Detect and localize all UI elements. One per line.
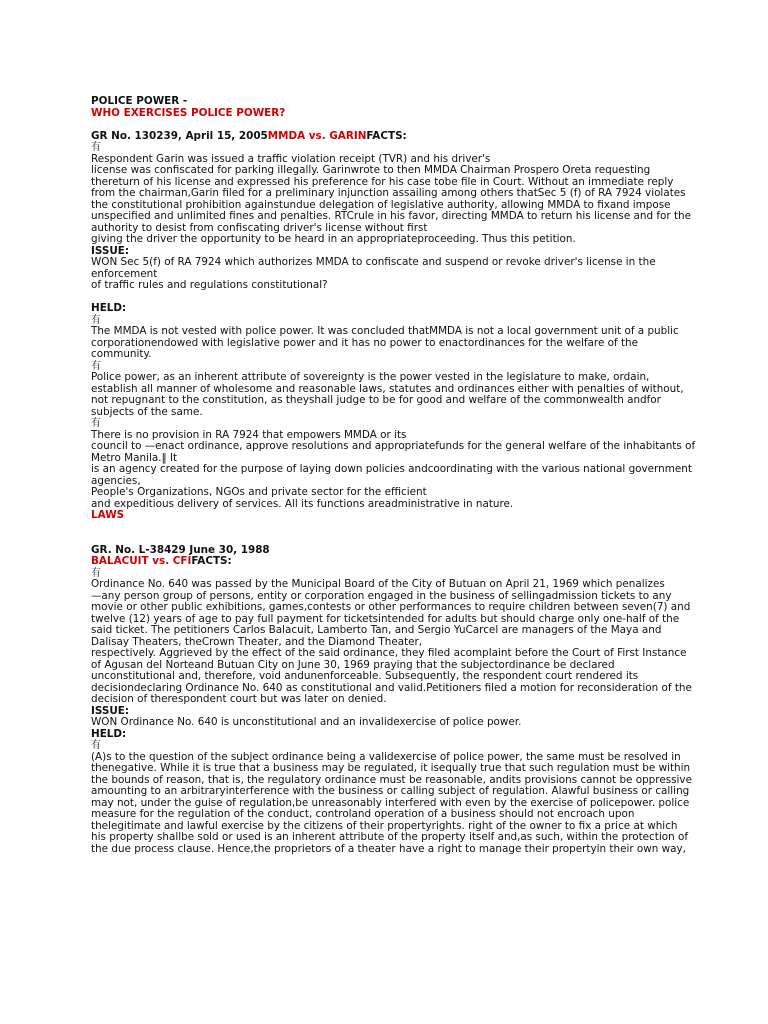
text-line: agencies,	[91, 474, 141, 487]
text-line: thelegitimate and lawful exercise by the citizens of their propertyrights. right of the owner to fix a price at which	[91, 819, 678, 832]
bullet-marker: 有	[91, 142, 101, 153]
bullet-marker: 有	[91, 314, 101, 326]
text-line: The MMDA is not vested with police power. It was concluded thatMMDA is not a local government unit of a public	[91, 325, 679, 337]
text-line: People's Organizations, NGOs and private sector for the efficient	[91, 486, 427, 498]
text-line: may not, under the guise of regulation,be unreasonably interfered with even by the exercise of policepower. police	[91, 796, 690, 809]
case2-facts	[91, 578, 692, 706]
text-line: unconstitutional and, therefore, void andunenforceable. Subsequently, the respondent court rendered its	[91, 670, 639, 682]
bullet-marker: 有	[91, 740, 101, 751]
text-line: giving the driver the opportunity to be heard in an appropriateproceeding. Thus this petition.	[91, 233, 576, 245]
case1-held-paragraph-3	[91, 428, 696, 511]
case2-held-label: HELD:	[91, 727, 127, 740]
document-page	[91, 95, 696, 855]
text-line: Police power, as an inherent attribute of sovereignty is the power vested in the legislature to make, ordain,	[91, 371, 650, 383]
case1-issue	[91, 257, 681, 292]
text-line: Ordinance No. 640 was passed by the Municipal Board of the City of Butuan on April 21, 1969 which penalizes	[91, 578, 665, 590]
text-line: and expeditious delivery of services. All its functions areadministrative in nature.	[91, 497, 514, 510]
text-line: not repugnant to the constitution, as theyshall judge to be for good and welfare of the commonwealth andfor	[91, 394, 661, 406]
case2-citation: GR. No. L-38429 June 30, 1988	[91, 543, 270, 556]
case1-facts-label: FACTS:	[366, 129, 407, 142]
text-line: twelve (12) years of age to pay full payment for ticketsintended for adults but should charge only one-half of the	[91, 612, 680, 625]
text-line: respectively. Aggrieved by the effect of the said ordinance, they filed acomplaint before the Court of First Instance	[91, 647, 687, 659]
text-line: thereturn of his license and expressed his preference for his case tobe file in Court. Without an immediate reply	[91, 175, 674, 188]
text-line: thenegative. While it is true that a business may be regulated, it isequally true that such regulation must be within	[91, 762, 691, 774]
text-line: decisiondeclaring Ordinance No. 640 as constitutional and valid.Petitioners filed a motion for reconsideration of the	[91, 681, 692, 694]
case1-citation	[91, 131, 681, 143]
text-line: council to —enact ordinance, approve resolutions and appropriatefunds for the general welfare of the inhabitants of	[91, 440, 696, 452]
text-line: his property shallbe sold or used is an inherent attribute of the property itself and,as such, within the protection of	[91, 831, 688, 843]
case1-issue-label: ISSUE:	[91, 244, 130, 257]
text-line: subjects of the same.	[91, 405, 203, 418]
text-line: movie or other public exhibitions, games,contests or other performances to require children between seven(7) and	[91, 601, 691, 613]
case1-held-paragraph-1	[91, 326, 681, 361]
case2-issue-label: ISSUE:	[91, 704, 130, 717]
case1-gr-number: GR No. 130239, April 15, 2005	[91, 129, 268, 142]
text-line: community.	[91, 348, 152, 360]
case2-held	[91, 750, 692, 856]
case2-facts-label: FACTS:	[191, 555, 232, 567]
case2-parties-line	[91, 556, 681, 568]
text-line: the due process clause. Hence,the proprietors of a theater have a right to manage their propertyin their own way,	[91, 842, 686, 855]
bullet-marker: 有	[91, 418, 101, 429]
case2-parties: BALACUIT vs. CFI	[91, 555, 192, 567]
case2-issue: WON Ordinance No. 640 is unconstitutional and an invalidexercise of police power.	[91, 716, 522, 728]
text-line: WON Sec 5(f) of RA 7924 which authorizes MMDA to confiscate and suspend or revoke driver's license in the	[91, 256, 656, 268]
text-line: said ticket. The petitioners Carlos Balacuit, Lamberto Tan, and Sergio YuCarcel are managers of the Maya and	[91, 624, 662, 636]
text-line: amounting to an arbitraryinterference with the business or calling subject of regulation. Alawful business or calling	[91, 785, 690, 797]
text-line: of traffic rules and regulations constitutional?	[91, 279, 328, 291]
text-line: the constitutional prohibition againstundue delegation of legislative authority, allowing MMDA to fixand impose	[91, 198, 671, 211]
case1-facts	[91, 152, 692, 246]
text-line: unspecified and unlimited fines and penalties. RTCrule in his favor, directing MMDA to return his license and for the	[91, 210, 692, 222]
text-line: enforcement	[91, 267, 158, 280]
text-line: decision of therespondent court but was later on denied.	[91, 693, 387, 705]
text-line: There is no provision in RA 7924 that empowers MMDA or its	[91, 428, 407, 441]
text-line: Metro Manila.‖ It	[91, 451, 178, 464]
text-line: Dalisay Theaters, theCrown Theater, and the Diamond Theater,	[91, 635, 423, 648]
document-subheading: WHO EXERCISES POLICE POWER?	[91, 106, 286, 119]
case1-held-paragraph-2	[91, 371, 684, 418]
laws-label: LAWS	[91, 509, 125, 521]
text-line: corporationendowed with legislative power and it has no power to enactordinances for the welfare of the	[91, 336, 639, 349]
text-line: establish all manner of wholesome and reasonable laws, statutes and ordinances either with penalties of without,	[91, 382, 684, 395]
bullet-marker: 有	[91, 567, 101, 579]
text-line: Respondent Garin was issued a traffic violation receipt (TVR) and his driver's	[91, 152, 491, 165]
bullet-marker: 有	[91, 360, 101, 372]
case1-held-label: HELD:	[91, 302, 127, 314]
text-line: —any person group of persons, entity or corporation engaged in the business of sellingadmission tickets to any	[91, 589, 672, 602]
text-line: authority to desist from confiscating driver's license without first	[91, 221, 428, 234]
text-line: from the chairman,Garin filed for a preliminary injunction assailing among others thatSec 5 (f) of RA 7924 violates	[91, 187, 686, 199]
text-line: measure for the regulation of the conduct, controland operation of a business should not encroach upon	[91, 808, 635, 820]
document-heading: POLICE POWER -	[91, 95, 188, 107]
text-line: license was confiscated for parking illegally. Garinwrote to then MMDA Chairman Prospero Oreta requesting	[91, 164, 651, 176]
text-line: is an agency created for the purpose of laying down policies andcoordinating with the various national government	[91, 463, 692, 475]
case1-parties: MMDA vs. GARIN	[267, 129, 367, 142]
text-line: the bounds of reason, that is, the regulatory ordinance must be reasonable, andits provisions cannot be oppressive	[91, 773, 692, 786]
text-line: of Agusan del Norteand Butuan City on June 30, 1969 praying that the subjectordinance be declared	[91, 658, 615, 671]
text-line: (A)s to the question of the subject ordinance being a validexercise of police power, the same must be resolved in	[91, 750, 681, 763]
